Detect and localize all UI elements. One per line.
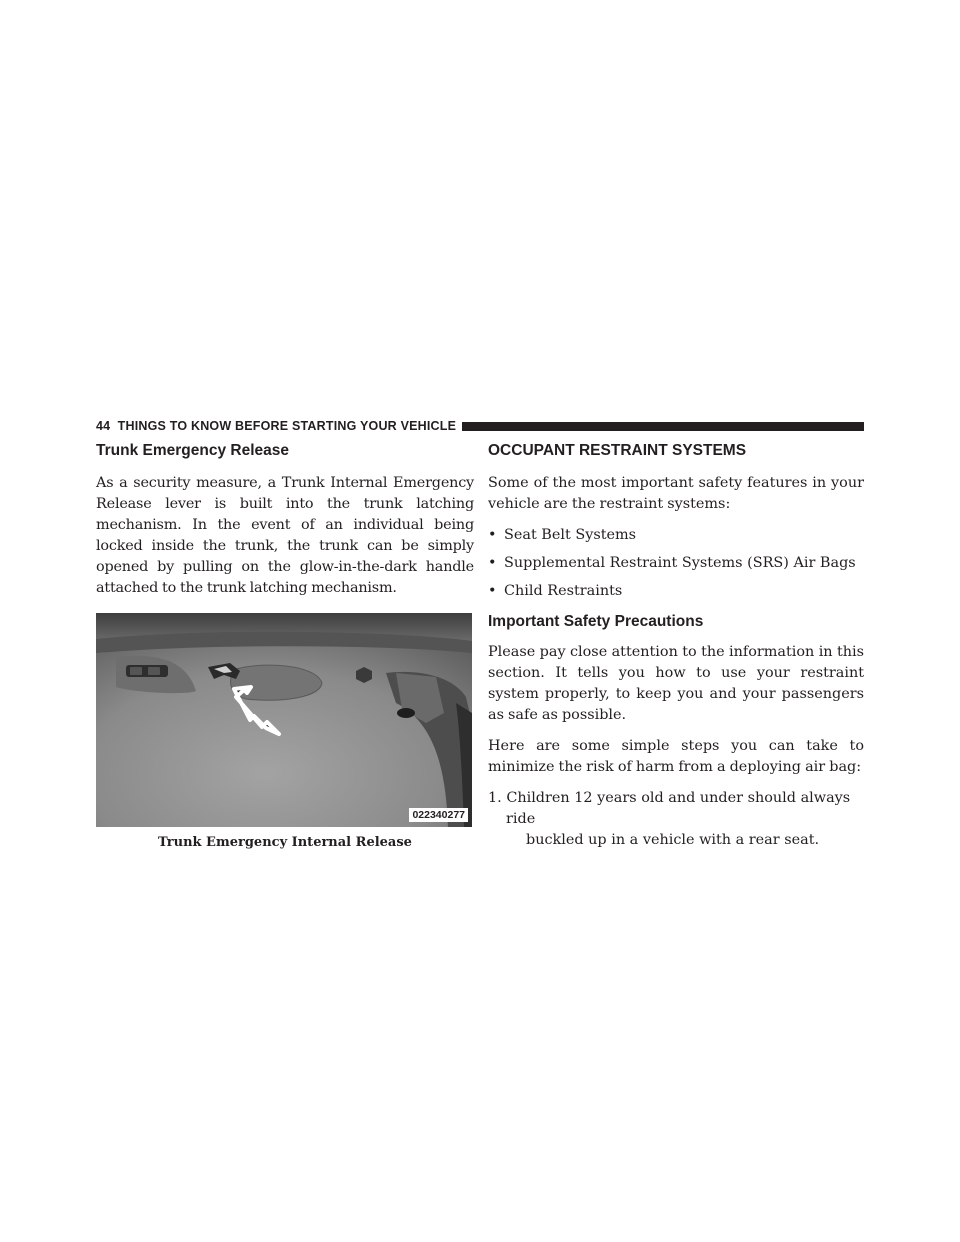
figure-caption: Trunk Emergency Internal Release <box>158 835 412 850</box>
trunk-release-paragraph: As a security measure, a Trunk Internal Emergency Release lever is built into the trunk latching mechanism. In the event of an individual being locked inside the trunk, the trunk can be simply opened by pulling on the glow-in-the-dark handle attached to the trunk latching mechanism. <box>96 475 474 596</box>
subheading-safety-precautions: Important Safety Precautions <box>488 613 704 630</box>
header-title: THINGS TO KNOW BEFORE STARTING YOUR VEHICLE <box>117 419 457 433</box>
left-column <box>96 441 474 850</box>
list-item: • Seat Belt Systems <box>488 525 864 546</box>
right-column <box>488 441 864 851</box>
trunk-release-figure <box>96 613 472 827</box>
step-text-line2: buckled up in a vehicle with a rear seat. <box>526 832 820 848</box>
steps-list <box>488 788 864 851</box>
step-number: 1. <box>488 790 502 806</box>
restraint-systems-list <box>488 525 864 602</box>
header-rule <box>462 422 864 431</box>
list-item: • Child Restraints <box>488 581 864 602</box>
step-text-line1: Children 12 years old and under should always ride <box>506 790 851 827</box>
precautions-paragraph: Please pay close attention to the information in this section. It tells you how to use your restraint system properly, to keep you and your passengers as safe as possible. <box>488 644 864 723</box>
figure-code: 022340277 <box>409 808 468 822</box>
list-item: • Supplemental Restraint Systems (SRS) Air Bags <box>488 553 864 574</box>
running-header <box>96 419 864 433</box>
trunk-interior-illustration <box>96 613 472 827</box>
section-heading-occupant-restraint: OCCUPANT RESTRAINT SYSTEMS <box>488 442 747 459</box>
section-heading-trunk-release: Trunk Emergency Release <box>96 442 289 459</box>
steps-intro-paragraph: Here are some simple steps you can take to minimize the risk of harm from a deploying air bag: <box>488 738 864 775</box>
list-item <box>488 788 864 851</box>
restraint-intro-paragraph: Some of the most important safety features in your vehicle are the restraint systems: <box>488 475 864 512</box>
header-page-number: 44 <box>96 419 111 433</box>
